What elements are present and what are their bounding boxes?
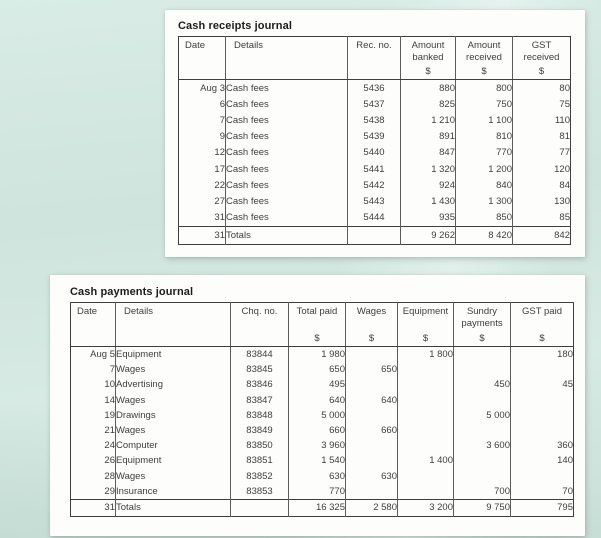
totals-cell: Totals	[226, 226, 348, 244]
journal-cell: Cash fees	[226, 96, 348, 112]
journal-cell: 924	[401, 177, 456, 193]
journal-row	[71, 438, 574, 453]
journal-cell: 28	[104, 470, 115, 482]
journal-row	[71, 377, 574, 392]
journal-cell: 22	[214, 179, 225, 191]
journal-cell: Insurance	[116, 484, 231, 500]
journal-cell: Equipment	[116, 347, 231, 363]
journal-cell: 5 000	[454, 408, 511, 423]
journal-cell: Cash fees	[226, 210, 348, 227]
journal-cell: 110	[513, 112, 571, 128]
journal-row	[179, 145, 571, 161]
journal-cell: 31	[214, 212, 225, 224]
column-header: Date	[179, 37, 226, 80]
journal-cell	[398, 362, 454, 377]
journal-cell	[511, 408, 574, 423]
journal-cell: 26	[104, 455, 115, 467]
journal-cell: 83851	[231, 453, 289, 468]
journal-cell: 1 100	[456, 112, 513, 128]
journal-cell: 1 980	[289, 347, 346, 363]
journal-cell: Wages	[116, 362, 231, 377]
payments-journal-card	[50, 275, 585, 536]
journal-cell: 81	[513, 129, 571, 145]
journal-cell: 5438	[348, 112, 401, 128]
journal-cell: 5440	[348, 145, 401, 161]
journal-cell: 1 200	[456, 161, 513, 177]
journal-cell: Wages	[116, 393, 231, 408]
journal-cell: 1 540	[289, 453, 346, 468]
journal-cell: 880	[401, 80, 456, 97]
journal-cell: 83853	[231, 484, 289, 500]
totals-row	[179, 226, 571, 244]
journal-cell: Cash fees	[226, 129, 348, 145]
journal-cell	[346, 408, 398, 423]
journal-cell: 847	[401, 145, 456, 161]
journal-cell: Cash fees	[226, 80, 348, 97]
journal-cell: Aug 3	[200, 82, 225, 94]
journal-cell: 70	[511, 484, 574, 500]
journal-row	[71, 362, 574, 377]
column-header: Chq. no.	[231, 303, 289, 347]
journal-cell	[398, 377, 454, 392]
header-row	[71, 303, 574, 347]
column-header: Rec. no.	[348, 37, 401, 80]
totals-cell: 16 325	[289, 499, 346, 516]
journal-cell: 5442	[348, 177, 401, 193]
journal-row	[71, 469, 574, 484]
totals-row	[71, 499, 574, 516]
journal-cell: 1 430	[401, 193, 456, 209]
journal-cell: 891	[401, 129, 456, 145]
journal-cell: 5 000	[289, 408, 346, 423]
journal-cell: 83849	[231, 423, 289, 438]
column-header: Date	[71, 303, 116, 347]
journal-cell: 85	[513, 210, 571, 227]
journal-row	[71, 408, 574, 423]
journal-cell: 6	[219, 98, 225, 110]
journal-cell: 700	[454, 484, 511, 500]
journal-cell: Aug 5	[90, 349, 115, 361]
journal-cell: 75	[513, 96, 571, 112]
payments-journal-title: Cash payments journal	[70, 286, 194, 298]
journal-cell	[398, 469, 454, 484]
journal-cell: 140	[511, 453, 574, 468]
journal-cell: 21	[104, 425, 115, 437]
totals-cell: 31	[71, 499, 116, 516]
journal-row	[71, 484, 574, 500]
journal-cell: 29	[104, 485, 115, 497]
journal-cell: 650	[289, 362, 346, 377]
journal-cell: 83850	[231, 438, 289, 453]
column-header: Amount received $	[456, 37, 513, 80]
totals-cell: 9 262	[401, 226, 456, 244]
journal-cell: 640	[289, 393, 346, 408]
journal-cell: 17	[214, 163, 225, 175]
journal-cell: 495	[289, 377, 346, 392]
journal-row	[179, 177, 571, 193]
column-header: Wages $	[346, 303, 398, 347]
journal-cell	[511, 469, 574, 484]
column-header: GST received $	[513, 37, 571, 80]
journal-cell	[398, 408, 454, 423]
journal-row	[179, 112, 571, 128]
journal-cell: Cash fees	[226, 145, 348, 161]
journal-row	[179, 129, 571, 145]
journal-cell: 770	[456, 145, 513, 161]
journal-cell: 660	[346, 423, 398, 438]
totals-cell: 8 420	[456, 226, 513, 244]
journal-cell: Advertising	[116, 377, 231, 392]
journal-cell: 84	[513, 177, 571, 193]
receipts-journal-title: Cash receipts journal	[178, 20, 292, 32]
totals-cell: 3 200	[398, 499, 454, 516]
journal-cell	[346, 453, 398, 468]
journal-cell: 810	[456, 129, 513, 145]
journal-cell	[454, 393, 511, 408]
journal-row	[179, 80, 571, 97]
journal-cell	[346, 377, 398, 392]
journal-cell	[454, 347, 511, 363]
journal-cell: Computer	[116, 438, 231, 453]
journal-cell	[398, 484, 454, 500]
journal-cell: 5441	[348, 161, 401, 177]
totals-cell	[348, 226, 401, 244]
journal-cell: 83844	[231, 347, 289, 363]
journal-cell: Cash fees	[226, 193, 348, 209]
journal-cell	[454, 469, 511, 484]
journal-cell: 9	[219, 131, 225, 143]
journal-cell: 77	[513, 145, 571, 161]
journal-cell: 640	[346, 393, 398, 408]
journal-cell: 5443	[348, 193, 401, 209]
journal-cell: 7	[219, 114, 225, 126]
journal-cell	[346, 484, 398, 500]
journal-cell: 650	[346, 362, 398, 377]
journal-cell	[511, 393, 574, 408]
journal-cell: 7	[109, 364, 115, 376]
journal-cell: Wages	[116, 423, 231, 438]
column-header: Sundry payments $	[454, 303, 511, 347]
journal-row	[71, 453, 574, 468]
journal-cell: 1 400	[398, 453, 454, 468]
journal-cell: 83848	[231, 408, 289, 423]
journal-cell: 83847	[231, 393, 289, 408]
journal-cell: Cash fees	[226, 177, 348, 193]
column-header: Amount banked $	[401, 37, 456, 80]
totals-cell: 2 580	[346, 499, 398, 516]
journal-row	[71, 393, 574, 408]
journal-cell	[511, 423, 574, 438]
journal-cell: 45	[511, 377, 574, 392]
receipts-journal-table	[178, 36, 571, 245]
journal-cell: 24	[104, 440, 115, 452]
journal-cell: 5439	[348, 129, 401, 145]
journal-cell: 630	[289, 469, 346, 484]
journal-cell: 12	[214, 147, 225, 159]
journal-cell	[398, 438, 454, 453]
journal-cell: 3 960	[289, 438, 346, 453]
journal-cell: 10	[104, 379, 115, 391]
journal-row	[179, 210, 571, 227]
journal-cell: 5444	[348, 210, 401, 227]
journal-cell: 27	[214, 195, 225, 207]
journal-cell	[398, 393, 454, 408]
journal-cell	[454, 423, 511, 438]
totals-cell: Totals	[116, 499, 231, 516]
journal-cell: 360	[511, 438, 574, 453]
totals-cell	[231, 499, 289, 516]
journal-cell: 825	[401, 96, 456, 112]
column-header: GST paid $	[511, 303, 574, 347]
journal-row	[179, 193, 571, 209]
totals-cell: 795	[511, 499, 574, 516]
journal-cell	[346, 347, 398, 363]
journal-cell: 5437	[348, 96, 401, 112]
totals-cell: 31	[179, 226, 226, 244]
column-header: Details	[226, 37, 348, 80]
journal-cell: 130	[513, 193, 571, 209]
journal-cell: 180	[511, 347, 574, 363]
journal-cell: Drawings	[116, 408, 231, 423]
journal-cell: 840	[456, 177, 513, 193]
journal-row	[179, 96, 571, 112]
journal-cell: 750	[456, 96, 513, 112]
totals-cell: 9 750	[454, 499, 511, 516]
journal-cell	[511, 362, 574, 377]
journal-cell: Cash fees	[226, 161, 348, 177]
journal-cell: 850	[456, 210, 513, 227]
journal-cell: 83846	[231, 377, 289, 392]
journal-cell: 83845	[231, 362, 289, 377]
journal-row	[71, 347, 574, 363]
header-row	[179, 37, 571, 80]
totals-cell: 842	[513, 226, 571, 244]
column-header: Total paid $	[289, 303, 346, 347]
journal-cell	[346, 438, 398, 453]
column-header: Equipment $	[398, 303, 454, 347]
journal-cell	[398, 423, 454, 438]
journal-cell: 19	[104, 409, 115, 421]
journal-cell: 80	[513, 80, 571, 97]
payments-journal-table	[70, 302, 574, 517]
journal-row	[71, 423, 574, 438]
journal-cell: Cash fees	[226, 112, 348, 128]
journal-cell: 83852	[231, 469, 289, 484]
journal-cell: 800	[456, 80, 513, 97]
journal-cell: 630	[346, 469, 398, 484]
journal-cell: Equipment	[116, 453, 231, 468]
journal-row	[179, 161, 571, 177]
receipts-journal-card	[165, 10, 585, 257]
journal-cell: 1 210	[401, 112, 456, 128]
journal-cell: 1 320	[401, 161, 456, 177]
journal-cell: Wages	[116, 469, 231, 484]
column-header: Details	[116, 303, 231, 347]
journal-cell: 120	[513, 161, 571, 177]
journal-cell: 5436	[348, 80, 401, 97]
journal-cell: 14	[104, 394, 115, 406]
journal-cell: 1 800	[398, 347, 454, 363]
journal-cell: 770	[289, 484, 346, 500]
journal-cell: 1 300	[456, 193, 513, 209]
journal-cell: 450	[454, 377, 511, 392]
journal-cell: 660	[289, 423, 346, 438]
journal-cell	[454, 362, 511, 377]
journal-cell: 3 600	[454, 438, 511, 453]
journal-cell	[454, 453, 511, 468]
journal-cell: 935	[401, 210, 456, 227]
